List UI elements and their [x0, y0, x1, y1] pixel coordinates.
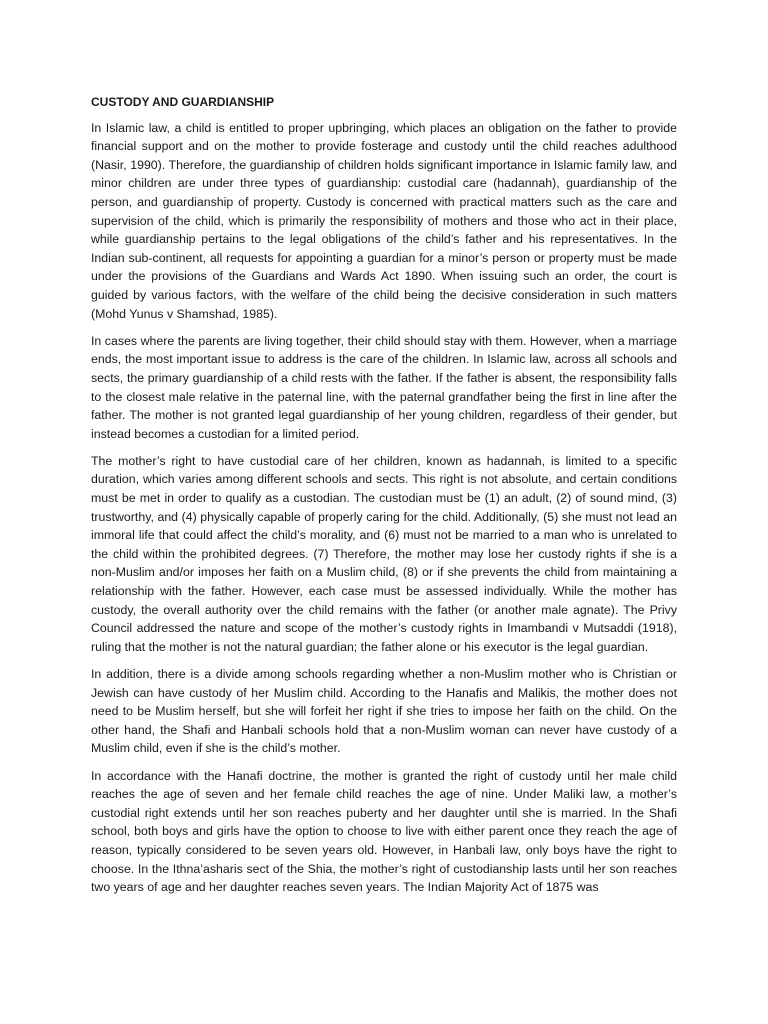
document-page — [91, 93, 677, 905]
paragraph-4: In addition, there is a divide among schools regarding whether a non-Muslim mother who is Christian or Jewish can have custody of her Muslim child. According to the Hanafis and Malikis, the mother does not need to be Muslim herself, but she will forfeit her right if she tries to impose her faith on the child. On the other hand, the Shafi and Hanbali schools hold that a non-Muslim woman can never have custody of a Muslim child, even if she is the child’s mother. — [91, 667, 677, 756]
paragraph-1: In Islamic law, a child is entitled to proper upbringing, which places an obligation on the father to provide financial support and on the mother to provide fosterage and custody until the child reaches adulthood (Nasir, 1990). Therefore, the guardianship of children holds significant importance in Islamic family law, and minor children are under three types of guardianship: custodial care (hadannah), guardianship of the person, and guardianship of property. Custody is concerned with practical matters such as the care and supervision of the child, which is primarily the responsibility of mothers and those who act in their place, while guardianship pertains to the legal obligations of the child’s father and his representatives. In the Indian sub-continent, all requests for appointing a guardian for a minor’s person or property must be made under the provisions of the Guardians and Wards Act 1890. When issuing such an order, the court is guided by various factors, with the welfare of the child being the decisive consideration in such matters (Mohd Yunus v Shamshad, 1985). — [91, 120, 677, 321]
paragraph-3: The mother’s right to have custodial care of her children, known as hadannah, is limited to a specific duration, which varies among different schools and sects. This right is not absolute, and certain conditions must be met in order to qualify as a custodian. The custodian must be (1) an adult, (2) of sound mind, (3) trustworthy, and (4) physically capable of properly caring for the child. Additionally, (5) she must not lead an immoral life that could affect the child’s morality, and (6) must not be married to a man who is unrelated to the child within the prohibited degrees. (7) Therefore, the mother may lose her custody rights if she is a non-Muslim and/or imposes her faith on a Muslim child, (8) or if she prevents the child from maintaining a relationship with the father. However, each case must be assessed individually. While the mother has custody, the overall authority over the child remains with the father (or another male agnate). The Privy Council addressed the nature and scope of the mother’s custody rights in Imambandi v Mutsaddi (1918), ruling that the mother is not the natural guardian; the father alone or his executor is the legal guardian. — [91, 453, 677, 654]
paragraph-2: In cases where the parents are living together, their child should stay with them. However, when a marriage ends, the most important issue to address is the care of the children. In Islamic law, across all schools and sects, the primary guardianship of a child rests with the father. If the father is absent, the responsibility falls to the closest male relative in the paternal line, with the paternal grandfather being the first in line after the father. The mother is not granted legal guardianship of her young children, regardless of their gender, but instead becomes a custodian for a limited period. — [91, 333, 677, 441]
section-heading: CUSTODY AND GUARDIANSHIP — [91, 95, 275, 109]
paragraph-5: In accordance with the Hanafi doctrine, the mother is granted the right of custody until her male child reaches the age of seven and her female child reaches the age of nine. Under Maliki law, a mother’s custodial right extends until her son reaches puberty and her daughter until she is married. In the Shafi school, both boys and girls have the option to choose to live with either parent once they reach the age of reason, typically considered to be seven years old. However, in Hanbali law, only boys have the right to choose. In the Ithna’asharis sect of the Shia, the mother’s right of custodianship lasts until her son reaches two years of age and her daughter reaches seven years. The Indian Majority Act of 1875 was — [91, 768, 677, 895]
